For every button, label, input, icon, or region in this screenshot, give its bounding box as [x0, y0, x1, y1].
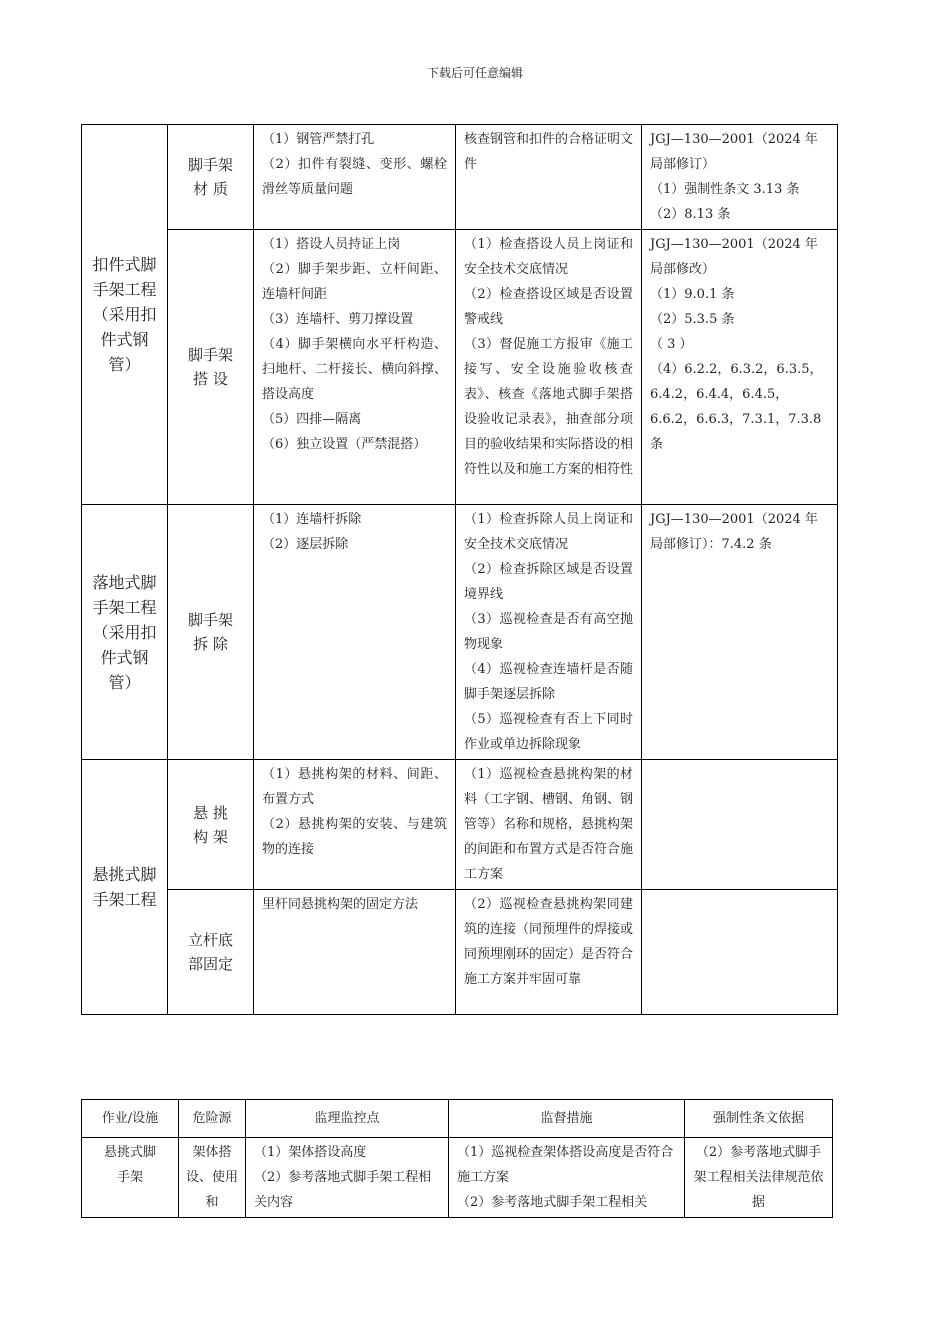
table-header-row: [82, 1100, 833, 1138]
column-header: 强制性条文依据: [685, 1100, 833, 1138]
subcategory-cell: 立杆底 部固定: [168, 890, 254, 1015]
page-header: 下载后可任意编辑: [426, 66, 523, 80]
measures-cell: （1）检查搭设人员上岗证和安全技术交底情况 （2）检查搭设区域是否设置警戒线 （3）督促施工方报审《施工接写、安全设施验收核查表》、核查《落地式脚手架搭设验收记录表》，抽查部分项目的验收结果和实际搭设的相符性以及和施工方案的相符性: [456, 230, 642, 505]
table-row: [82, 125, 838, 230]
measures-cell: 核查钢管和扣件的合格证明文件: [456, 125, 642, 230]
column-header: 监理监控点: [246, 1100, 449, 1138]
basis-cell: [642, 890, 838, 1015]
subcategory-cell: 脚手架 搭 设: [168, 230, 254, 505]
table-row: [82, 505, 838, 760]
subcategory-cell: 脚手架 材 质: [168, 125, 254, 230]
category-cell: 扣件式脚手架工程（采用扣件式钢管）: [82, 125, 168, 505]
subcategory-cell: 脚手架 拆 除: [168, 505, 254, 760]
supervision-table-main: [81, 124, 838, 1015]
column-header: 监督措施: [449, 1100, 685, 1138]
measures-cell: （1）巡视检查悬挑构架的材料（工字钢、槽钢、角钢、钢管等）名称和规格，悬挑构架的间距和布置方式是否符合施工方案: [456, 760, 642, 890]
monitor-points-cell: （1）搭设人员持证上岗 （2）脚手架步距、立杆间距、连墙杆间距 （3）连墙杆、剪刀撑设置 （4）脚手架横向水平杆构造、扫地杆、二杆接长、横向斜撑、搭设高度 （5）四排—隔离 （6）独立设置（严禁混搭）: [254, 230, 456, 505]
measures-cell: （2）巡视检查悬挑构架同建筑的连接（同预埋件的焊接或同预埋刚环的固定）是否符合施工方案并牢固可靠: [456, 890, 642, 1015]
basis-cell: [642, 760, 838, 890]
measures-cell: （1）巡视检查架体搭设高度是否符合施工方案 （2）参考落地式脚手架工程相关: [449, 1138, 685, 1218]
subcategory-cell: 悬 挑 构 架: [168, 760, 254, 890]
basis-cell: （2）参考落地式脚手架工程相关法律规范依据: [685, 1138, 833, 1218]
column-header: 危险源: [179, 1100, 246, 1138]
table-row: [82, 230, 838, 505]
supervision-table-secondary: [81, 1099, 833, 1218]
table-row: [82, 890, 838, 1015]
table-row: [82, 1138, 833, 1218]
monitor-points-cell: （1）钢管严禁打孔 （2）扣件有裂缝、变形、螺栓滑丝等质量问题: [254, 125, 456, 230]
basis-cell: JGJ—130—2001（2024 年局部修改） （1）9.0.1 条 （2）5.3.5 条 （ 3 ） （4）6.2.2，6.3.2，6.3.5，6.4.2，6.4.4，6.4.5，6.6.2，6.6.3，7.3.1，7.3.8 条: [642, 230, 838, 505]
hazard-cell: 架体搭设、使用和: [179, 1138, 246, 1218]
monitor-points-cell: （1）连墙杆拆除 （2）逐层拆除: [254, 505, 456, 760]
column-header: 作业/设施: [82, 1100, 179, 1138]
table-row: [82, 760, 838, 890]
monitor-points-cell: （1）架体搭设高度 （2）参考落地式脚手架工程相关内容: [246, 1138, 449, 1218]
basis-cell: JGJ—130—2001（2024 年局部修订） （1）强制性条文 3.13 条 （2）8.13 条: [642, 125, 838, 230]
category-cell: 落地式脚手架工程（采用扣件式钢管）: [82, 505, 168, 760]
basis-cell: JGJ—130—2001（2024 年局部修订）：7.4.2 条: [642, 505, 838, 760]
measures-cell: （1）检查拆除人员上岗证和安全技术交底情况 （2）检查拆除区域是否设置境界线 （3）巡视检查是否有高空抛物现象 （4）巡视检查连墙杆是否随脚手架逐层拆除 （5）巡视检查有否上下同时作业或单边拆除现象: [456, 505, 642, 760]
category-cell: 悬挑式脚手架工程: [82, 760, 168, 1015]
monitor-points-cell: （1）悬挑构架的材料、间距、布置方式 （2）悬挑构架的安装、与建筑物的连接: [254, 760, 456, 890]
facility-cell: 悬挑式脚手架: [82, 1138, 179, 1218]
monitor-points-cell: 里杆同悬挑构架的固定方法: [254, 890, 456, 1015]
